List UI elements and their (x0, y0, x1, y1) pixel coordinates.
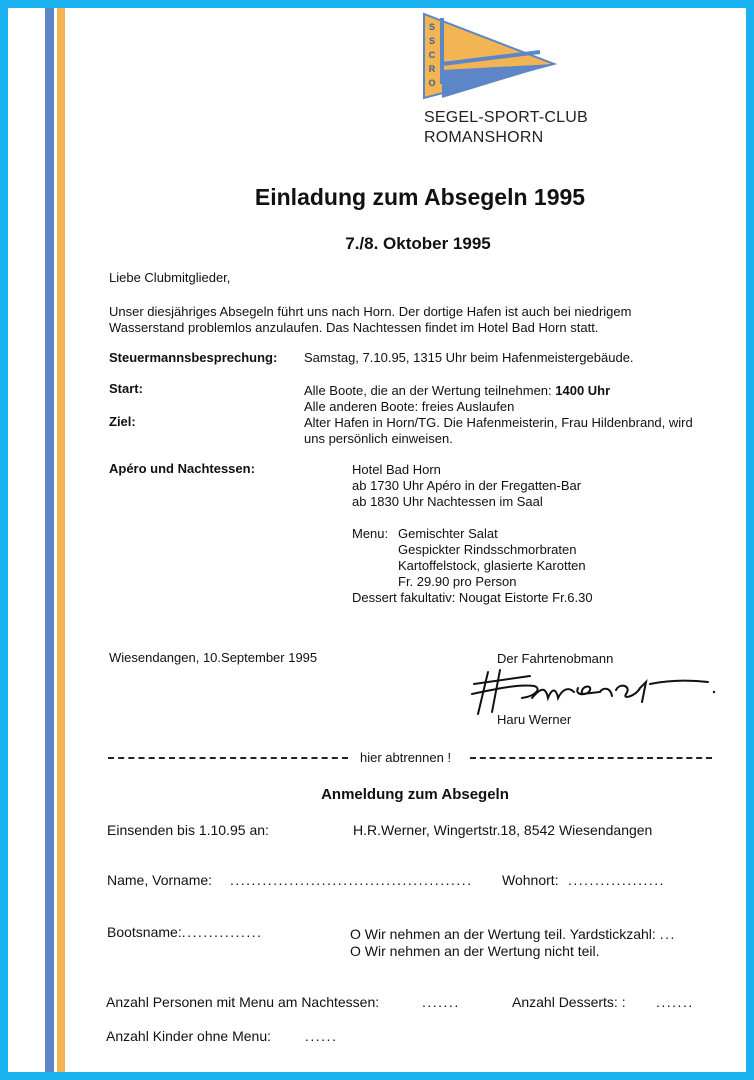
club-name-line1: SEGEL-SPORT-CLUB (424, 109, 588, 126)
name-label: Name, Vorname: (107, 872, 213, 888)
start-line1 (304, 383, 610, 399)
menu-label: Menu: (352, 526, 389, 541)
boot-field[interactable]: ............... (181, 924, 263, 940)
steuermann-label: Steuermannsbesprechung: (109, 350, 278, 365)
persons-field[interactable]: ....... (422, 994, 460, 1010)
apero-label: Apéro und Nachtessen: (109, 461, 255, 476)
start-line2: Alle anderen Boote: freies Auslaufen (304, 399, 515, 414)
logo-letters (427, 20, 437, 90)
logo-letter: O (428, 78, 436, 88)
desserts-label: Anzahl Desserts: : (512, 994, 626, 1010)
document-title: Einladung zum Absegeln 1995 (254, 184, 586, 210)
intro-line1: Unser diesjähriges Absegeln führt uns nach Horn. Der dortige Hafen ist auch bei niedrigem (109, 304, 632, 319)
club-logo (420, 12, 560, 107)
start-line1-text: Alle Boote, die an der Wertung teilnehmen: (304, 383, 552, 398)
logo-letter: S (428, 36, 435, 46)
gold-stripe (57, 8, 65, 1072)
wohnort-label: Wohnort: (502, 872, 559, 888)
yardstick-field[interactable]: ... (659, 926, 676, 942)
greeting: Liebe Clubmitglieder, (109, 270, 231, 285)
signature-role: Der Fahrtenobmann (497, 651, 614, 666)
logo-letter: S (428, 22, 435, 32)
apero-line3: ab 1830 Uhr Nachtessen im Saal (352, 494, 543, 509)
wohnort-field[interactable]: .................. (568, 872, 666, 888)
event-date: 7./8. Oktober 1995 (345, 234, 491, 253)
boot-label-text: Bootsname: (107, 924, 182, 940)
club-name-line2: ROMANSHORN (424, 129, 544, 146)
cut-line-left (108, 757, 348, 759)
apero-line2: ab 1730 Uhr Apéro in der Fregatten-Bar (352, 478, 582, 493)
menu-dessert: Dessert fakultativ: Nougat Eistorte Fr.6.30 (352, 590, 593, 605)
persons-label: Anzahl Personen mit Menu am Nachtessen: (106, 994, 380, 1010)
menu-item: Kartoffelstock, glasierte Karotten (398, 558, 586, 573)
apero-line1: Hotel Bad Horn (352, 462, 441, 477)
club-name (424, 108, 588, 148)
blue-stripe (45, 8, 54, 1072)
start-time: 1400 Uhr (555, 383, 611, 398)
ziel-line1: Alter Hafen in Horn/TG. Die Hafenmeisterin, Frau Hildenbrand, wird (304, 415, 693, 430)
signature-name: Haru Werner (497, 712, 572, 727)
option-yes-label[interactable]: O Wir nehmen an der Wertung teil. Yardstickzahl: (350, 926, 656, 942)
option-yes[interactable] (350, 926, 676, 942)
menu-item: Gespickter Rindsschmorbraten (398, 542, 577, 557)
intro-line2: Wasserstand problemlos anzulaufen. Das Nachtessen findet im Hotel Bad Horn statt. (109, 320, 599, 335)
kids-label: Anzahl Kinder ohne Menu: (106, 1028, 271, 1044)
form-title: Anmeldung zum Absegeln (321, 786, 509, 803)
ziel-line2: uns persönlich einweisen. (304, 431, 453, 446)
start-label: Start: (109, 381, 143, 396)
boot-label (107, 924, 263, 940)
cut-line-text: hier abtrennen ! (360, 750, 452, 765)
ziel-label: Ziel: (109, 414, 136, 429)
send-address: H.R.Werner, Wingertstr.18, 8542 Wiesendangen (353, 822, 653, 838)
logo-letter: R (428, 64, 436, 74)
steuermann-value: Samstag, 7.10.95, 1315 Uhr beim Hafenmeistergebäude. (304, 350, 634, 365)
menu-item: Gemischter Salat (398, 526, 498, 541)
name-field[interactable]: ............................................. (230, 872, 473, 888)
logo-letter: C (428, 50, 436, 60)
place-date: Wiesendangen, 10.September 1995 (109, 650, 318, 665)
desserts-field[interactable]: ....... (656, 994, 694, 1010)
send-label: Einsenden bis 1.10.95 an: (107, 822, 269, 838)
option-no[interactable]: O Wir nehmen an der Wertung nicht teil. (350, 943, 600, 959)
menu-item: Fr. 29.90 pro Person (398, 574, 517, 589)
kids-field[interactable]: ...... (305, 1028, 338, 1044)
cut-line-right (470, 757, 712, 759)
